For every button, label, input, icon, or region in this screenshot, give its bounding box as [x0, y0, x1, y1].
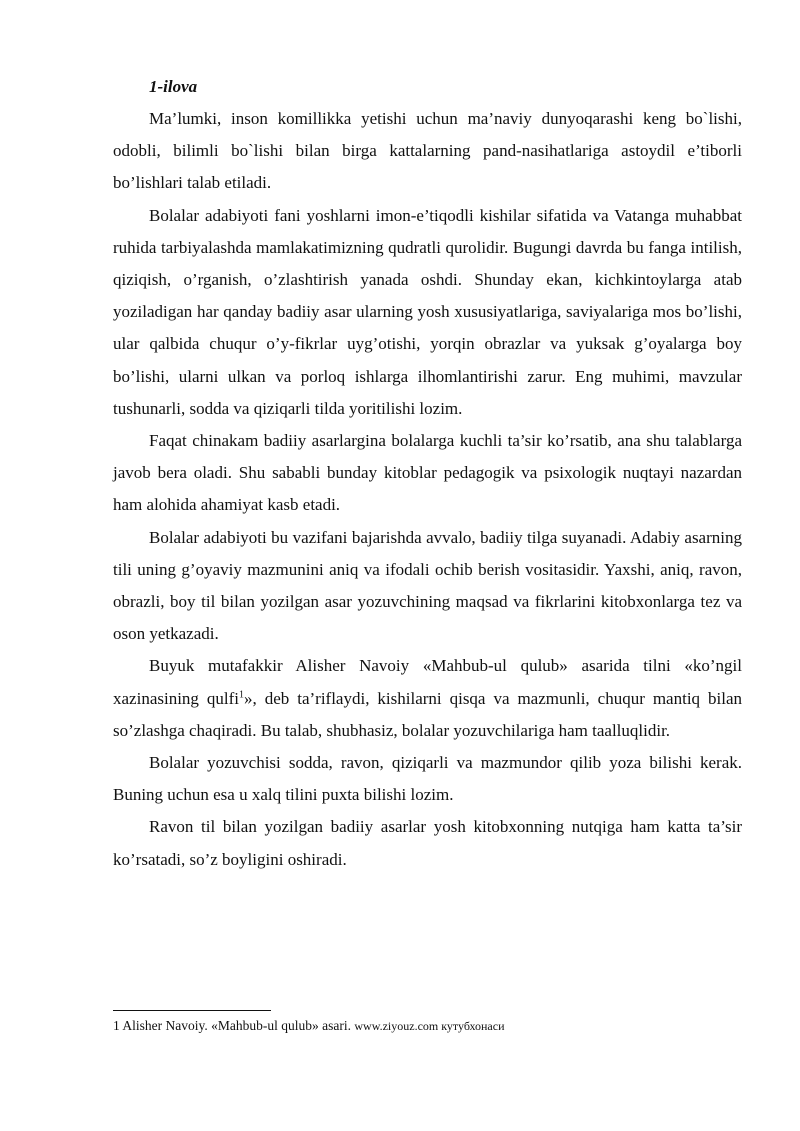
- paragraph-4: Bolalar adabiyoti bu vazifani bajarishda avvalo, badiiy tilga suyanadi. Adabiy asarning tili uning g’oyaviy mazmunini aniq va ifodali ochib berish vositasidir. Yaxshi, aniq, ravon, obrazli, boy til bilan yozilgan asar yozuvchining maqsad va fikrlarini kitobxonlarga tez va oson yetkazadi.: [113, 527, 742, 644]
- paragraph-7: Ravon til bilan yozilgan badiiy asarlar yosh kitobxonning nutqiga ham katta ta’sir ko’rsatadi, so’z boyligini oshiradi.: [113, 817, 742, 869]
- paragraph-5-text-start: Buyuk mutafakkir Alisher Navoiy «Mahbub-ul qulub» asarida tilni «ko’ngil xazinasining qulfi: [113, 656, 742, 708]
- document-body: [113, 70, 742, 876]
- footnote: [113, 1017, 742, 1035]
- footnote-source: www.ziyouz.com кутубхонаси: [354, 1019, 505, 1033]
- paragraph-3: Faqat chinakam badiiy asarlargina bolalarga kuchli ta’sir ko’rsatib, ana shu talablarga javob bera oladi. Shu sababli bunday kitoblar pedagogik va psixologik nuqtayi nazardan ham alohida ahamiyat kasb etadi.: [113, 431, 742, 515]
- footnote-number: 1: [113, 1018, 120, 1033]
- paragraph-5: [113, 650, 742, 747]
- paragraph-6: Bolalar yozuvchisi sodda, ravon, qiziqarli va mazmundor qilib yoza bilishi kerak. Buning uchun esa u xalq tilini puxta bilishi lozim.: [113, 753, 742, 805]
- paragraph-5-text-end: », deb ta’riflaydi, kishilarni qisqa va mazmunli, chuqur mantiq bilan so’zlashga chaqiradi. Bu talab, shubhasiz, bolalar yozuvchilariga ham taalluqlidir.: [113, 688, 742, 740]
- appendix-heading: 1-ilova: [149, 77, 198, 96]
- paragraph-1: Ma’lumki, inson komillikka yetishi uchun ma’naviy dunyoqarashi keng bo`lishi, odobli, bilimli bo`lishi bilan birga kattalarning pand-nasihatlariga astoydil e’tiborli bo’lishlari talab etiladi.: [113, 109, 742, 193]
- footnote-separator: [113, 1010, 271, 1011]
- paragraph-2: Bolalar adabiyoti fani yoshlarni imon-e’tiqodli kishilar sifatida va Vatanga muhabbat ruhida tarbiyalashda mamlakatimizning qudratli qurolidir. Bugungi davrda bu fanga intilish, qiziqish, o’rganish, o’zlashtirish yanada oshdi. Shunday ekan, kichkintoylarga atab yoziladigan har qanday badiiy asar ularning yosh xususiyatlariga, saviyalariga mos bo’lishi, ular qalbida chuqur o’y-fikrlar uyg’otishi, yorqin obrazlar va yuksak g’oyalarga boy bo’lishi, ularni ulkan va porloq ishlarga ilhomlantirishi zarur. Eng muhimi, mavzular tushunarli, sodda va qiziqarli tilda yoritilishi lozim.: [113, 205, 742, 418]
- footnote-text: Alisher Navoiy. «Mahbub-ul qulub» asari.: [122, 1018, 351, 1033]
- footnote-reference[interactable]: 1: [239, 689, 244, 700]
